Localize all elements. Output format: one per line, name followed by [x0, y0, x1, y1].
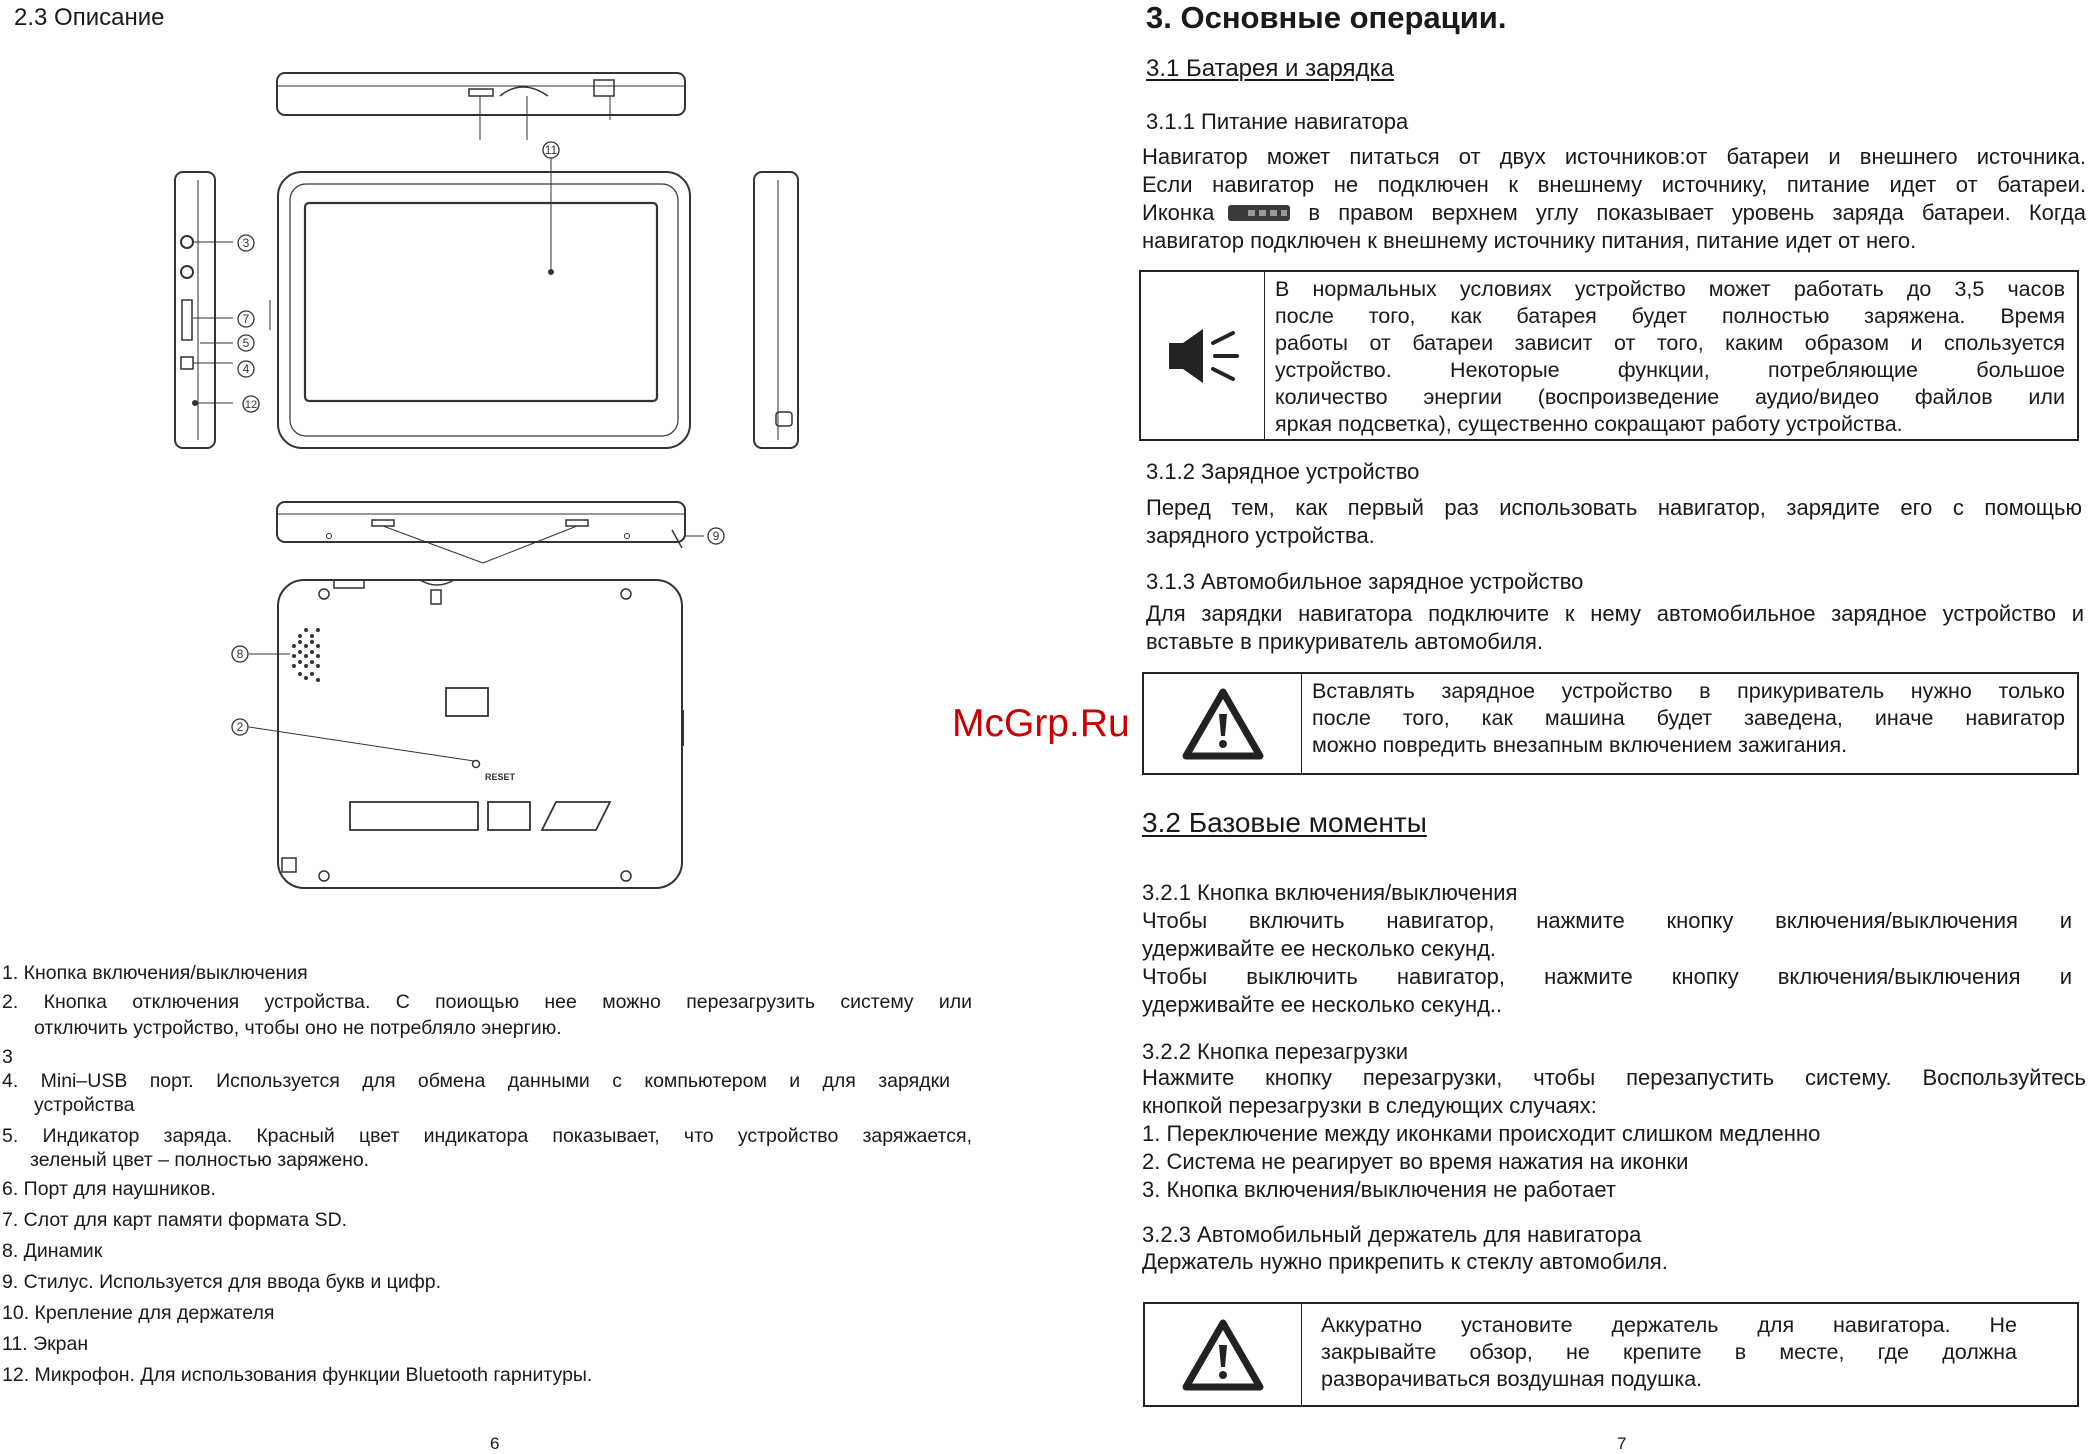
legend-item: устройства [34, 1094, 135, 1116]
legend-item: 10. Крепление для держателя [2, 1302, 275, 1324]
note-text: В нормальных условиях устройство может работать до 3,5 часов после того, как батарея будет полностью заряжена. Время работы от батареи зависит от того, каким образом и спользуется устройство. Некоторые функции, потребляющие большое количество энергии (воспроизведение аудио/видео файлов или яркая подсветка), существенно сокращают работу устройства. [1275, 277, 2065, 436]
legend-item: 11. Экран [2, 1333, 89, 1355]
callout-5: 5 [242, 336, 250, 350]
reset-label: RESET [484, 772, 516, 782]
battery-icon [1228, 205, 1290, 221]
legend-item: 3 [2, 1046, 13, 1068]
legend-item: зеленый цвет – полностью заряжено. [30, 1149, 370, 1171]
warning-box [1143, 1302, 2079, 1407]
warning-triangle-icon [1144, 674, 1302, 773]
callout-4: 4 [242, 362, 250, 376]
legend-item: 5. Индикатор заряда. Красный цвет индикатора показывает, что устройство заряжается, [2, 1125, 972, 1147]
section-3-1-1-title: 3.1.1 Питание навигатора [1146, 109, 1409, 134]
warning-triangle-icon [1145, 1304, 1302, 1405]
section-3-2-1-body: Чтобы включить навигатор, нажмите кнопку включения/выключения и удерживайте ее несколько секунд. Чтобы выключить навигатор, нажмите кнопку включения/выключения и удерживайте ее несколько секунд.. [1142, 908, 2072, 1017]
section-3-1-3-body: Для зарядки навигатора подключите к нему автомобильное зарядное устройство и вставьте в прикуриватель автомобиля. [1146, 601, 2084, 654]
legend-item: 7. Слот для карт памяти формата SD. [2, 1209, 348, 1231]
callout-7: 7 [242, 312, 250, 326]
legend-item: 12. Микрофон. Для использования функции Bluetooth гарнитуры. [2, 1364, 593, 1386]
section-3-1-2-body: Перед тем, как первый раз использовать навигатор, зарядите его с помощью зарядного устройства. [1146, 495, 2082, 548]
legend-item: 8. Динамик [2, 1240, 103, 1262]
section-3-2-1-title: 3.2.1 Кнопка включения/выключения [1142, 880, 1518, 905]
chapter-title: 3. Основные операции. [1146, 0, 1507, 35]
watermark: McGrp.Ru [952, 702, 1130, 745]
callout-3: 3 [242, 236, 250, 250]
legend-item: отключить устройство, чтобы оно не потребляло энергию. [34, 1017, 562, 1039]
legend-item: 9. Стилус. Используется для ввода букв и цифр. [2, 1271, 442, 1293]
callout-12: 12 [244, 399, 258, 411]
callout-8: 8 [236, 647, 244, 661]
legend-item: 6. Порт для наушников. [2, 1178, 216, 1200]
warning-text: Вставлять зарядное устройство в прикуриватель нужно только после того, как машина будет заведена, иначе навигатор можно повредить внезапным включением зажигания. [1312, 679, 2065, 757]
device-diagram [0, 0, 1120, 900]
section-3-2-2-title: 3.2.2 Кнопка перезагрузки [1142, 1039, 1409, 1064]
section-3-2-title: 3.2 Базовые моменты [1142, 807, 1427, 838]
legend-item: 4. Mini–USB порт. Используется для обмена данными с компьютером и для зарядки [2, 1070, 950, 1092]
page-number-left: 6 [490, 1434, 500, 1453]
note-box [1139, 270, 2079, 441]
page-number-right: 7 [1617, 1434, 1627, 1453]
section-3-1-1-body: Навигатор может питаться от двух источников:от батареи и внешнего источника. Если навигатор не подключен к внешнему источнику, питание идет от батареи. Иконка в правом верхнем углу показывает уровень заряда батареи. Когда навигатор подключен к внешнему источнику питания, питание идет от него. [1142, 144, 2086, 253]
section-3-2-2-body: Нажмите кнопку перезагрузки, чтобы перезапустить систему. Воспользуйтесь кнопкой перезагрузки в следующих случаях: 1. Переключение между иконками происходит слишком медленно 2. Система не реагирует во время нажатия на иконки 3. Кнопка включения/выключения не работает [1142, 1065, 2086, 1202]
legend-item: 2. Кнопка отключения устройства. С поиощью нее можно перезагрузить системy или [2, 991, 972, 1013]
section-3-2-3-title: 3.2.3 Автомобильный держатель для навигатора [1142, 1222, 1642, 1247]
section-title: 2.3 Описание [14, 4, 165, 31]
section-3-1-3-title: 3.1.3 Автомобильное зарядное устройство [1146, 569, 1584, 594]
speaker-icon [1141, 272, 1265, 439]
callout-9: 9 [712, 529, 720, 543]
callout-2: 2 [236, 720, 244, 734]
section-3-2-3-body: Держатель нужно прикрепить к стеклу автомобиля. [1142, 1249, 1668, 1274]
legend-item: 1. Кнопка включения/выключения [2, 962, 308, 984]
section-3-1-title: 3.1 Батарея и зарядка [1146, 55, 1394, 82]
callout-11: 11 [544, 143, 558, 157]
warning-box [1142, 672, 2079, 775]
section-3-1-2-title: 3.1.2 Зарядное устройство [1146, 459, 1420, 484]
warning-text: Аккуратно установите держатель для навигатора. Не закрывайте обзор, не крепите в месте, где должна разворачиваться воздушная подушка. [1321, 1313, 2017, 1391]
